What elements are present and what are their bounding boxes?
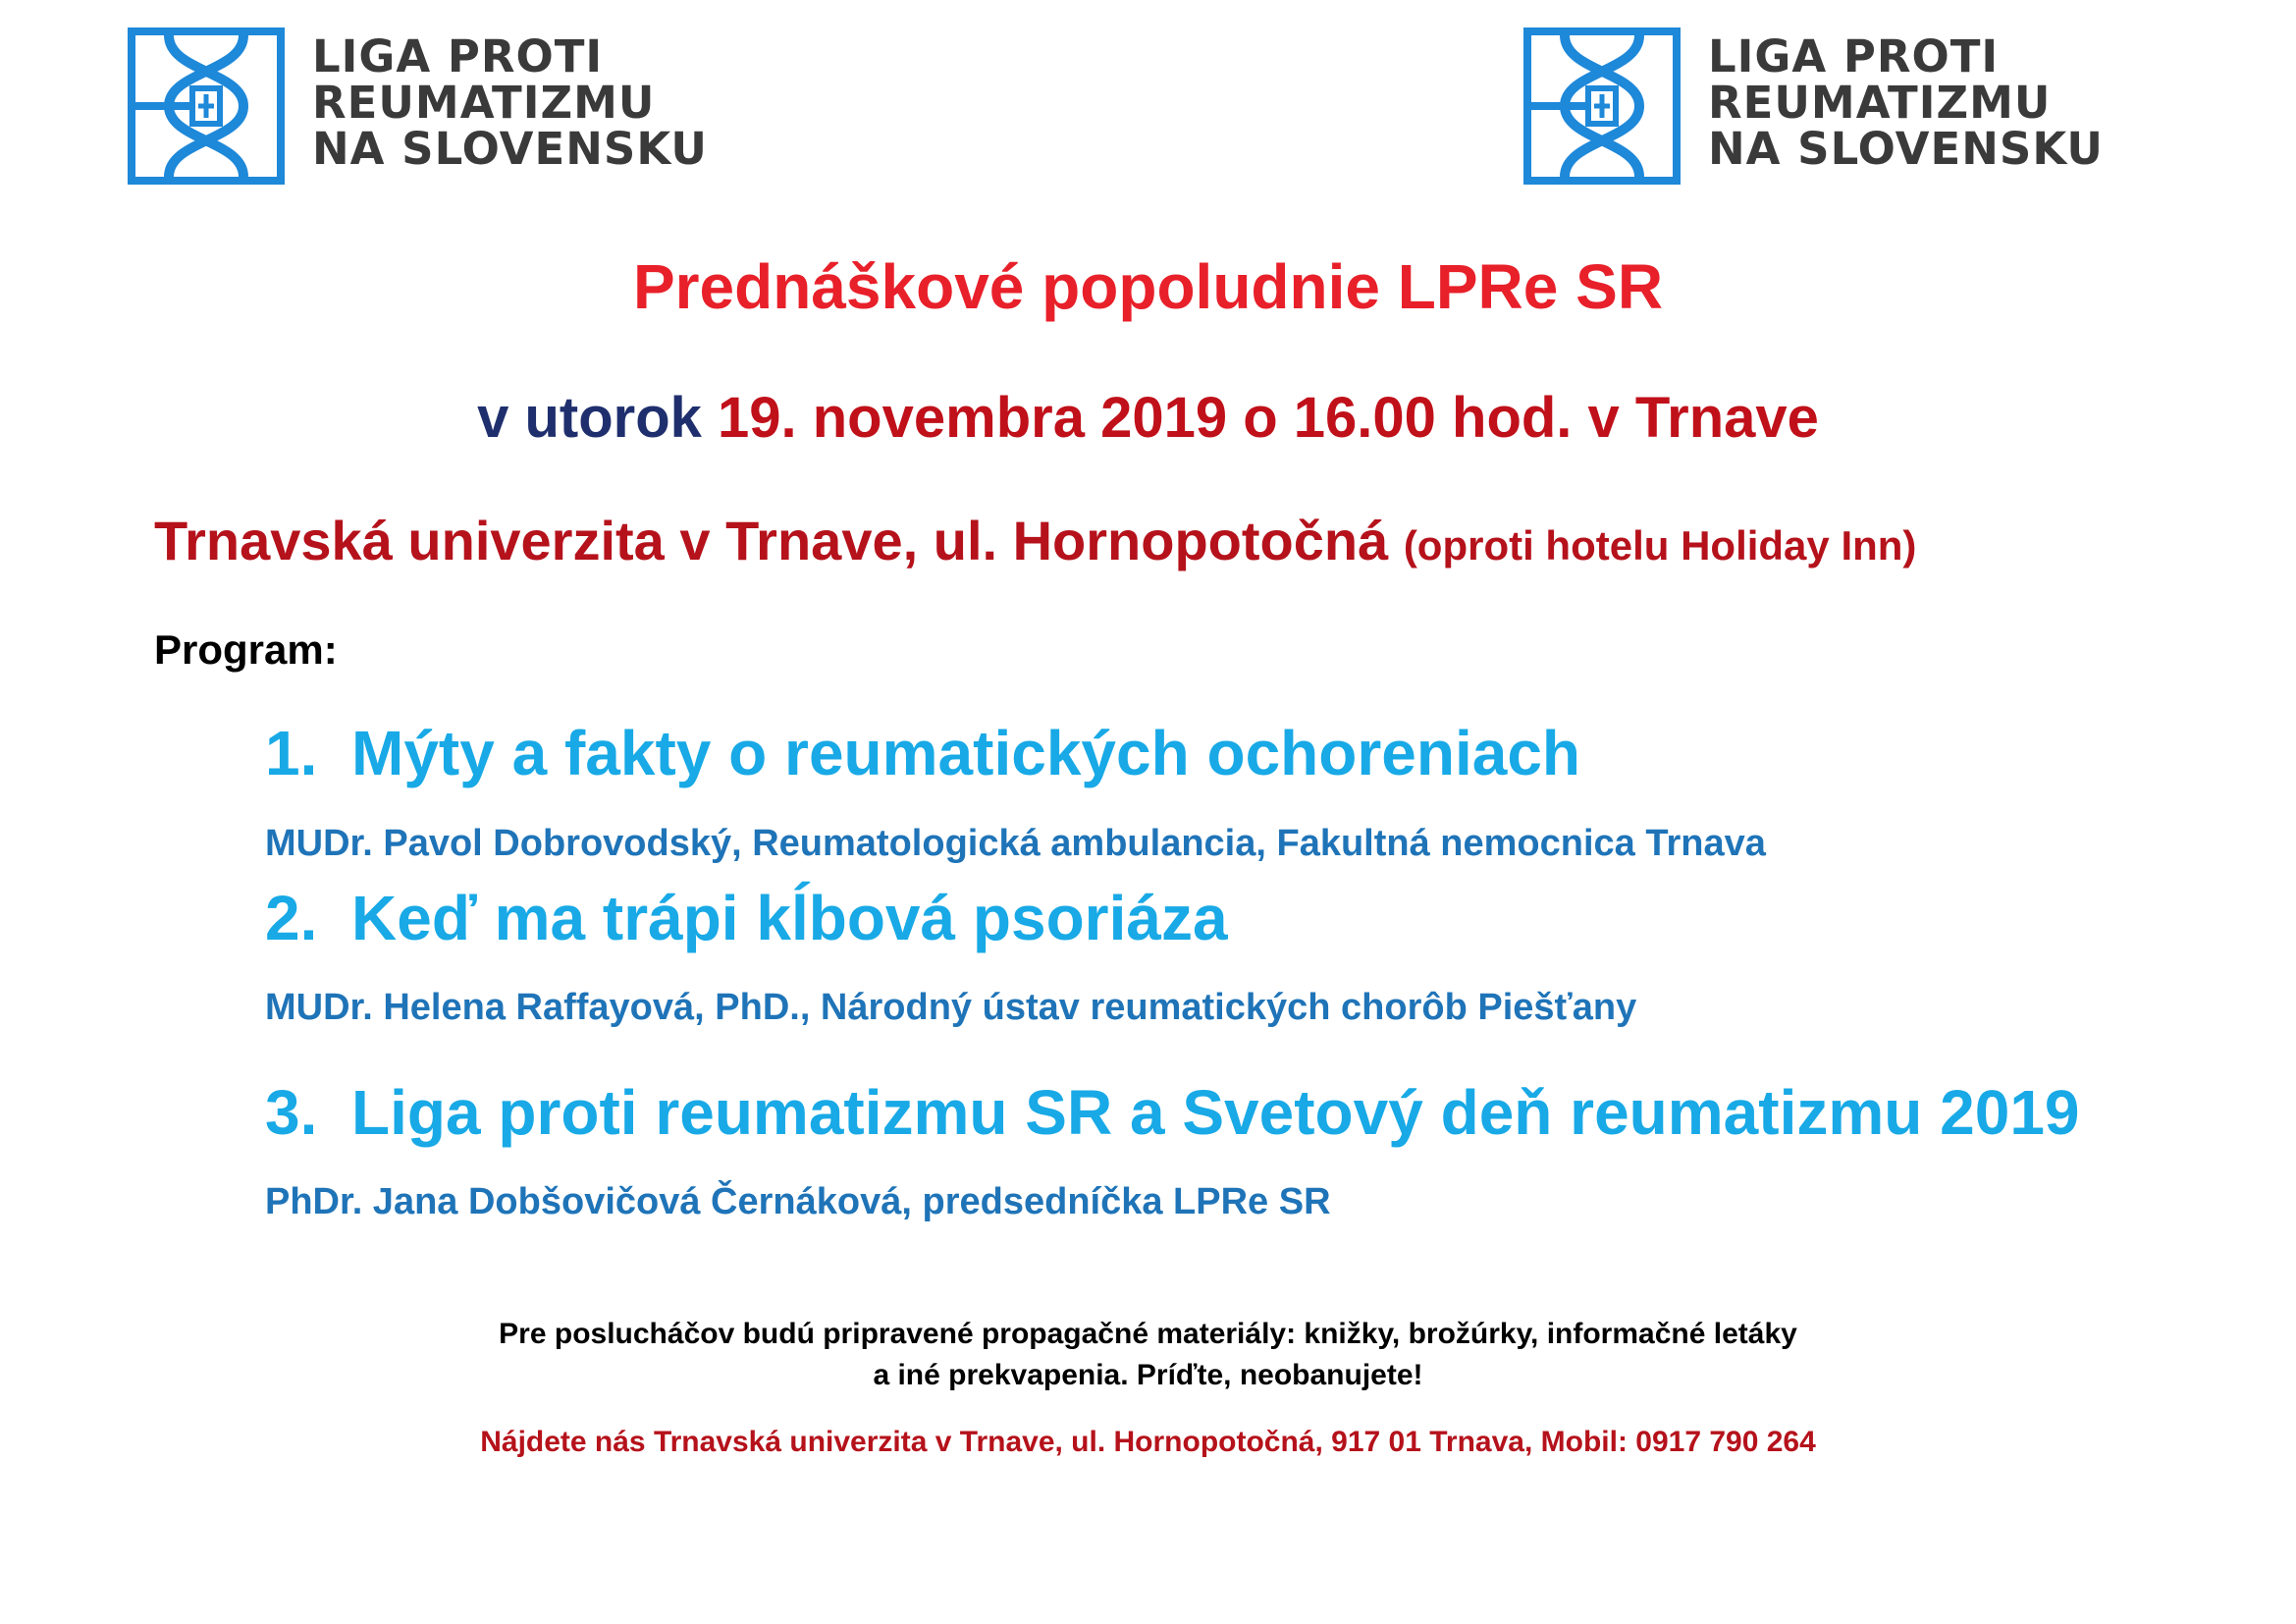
footer-materials: Pre poslucháčov budú pripravené propagačné materiály: knižky, brožúrky, informačné letáky: [499, 1318, 1797, 1350]
footer-contact: Nájdete nás Trnavská univerzita v Trnave, ul. Hornopotočná, 917 01 Trnava, Mobil: 0917 790 264: [480, 1426, 1816, 1458]
logo-line: LIGA PROTI: [1708, 30, 2000, 82]
program-item-number: 3.: [265, 1077, 318, 1148]
program-item-1-speaker: MUDr. Pavol Dobrovodský, Reumatologická ambulancia, Fakultná nemocnica Trnava: [265, 823, 1766, 864]
logo-right: [1523, 27, 2104, 185]
program-label: Program:: [154, 626, 338, 673]
program-item-number: 2.: [265, 883, 318, 953]
program-item-title: Liga proti reumatizmu SR a Svetový deň reumatizmu 2019: [351, 1077, 2080, 1148]
venue-note: (oproti hotelu Holiday Inn): [1403, 522, 1917, 568]
logo-text: [312, 30, 708, 175]
program-item-3-speaker: PhDr. Jana Dobšovičová Černáková, predsedníčka LPRe SR: [265, 1181, 1331, 1222]
date-prefix: v utorok: [477, 386, 702, 450]
program-item-2-speaker: MUDr. Helena Raffayová, PhD., Národný ústav reumatických chorôb Piešťany: [265, 987, 1637, 1028]
logo-left: [128, 27, 708, 185]
venue-main: Trnavská univerzita v Trnave, ul. Hornopotočná: [154, 510, 1389, 571]
program-item-number: 1.: [265, 718, 318, 788]
event-date: [0, 385, 2296, 451]
logo-line: REUMATIZMU: [312, 77, 656, 129]
logo-line: NA SLOVENSKU: [1708, 123, 2104, 175]
program-item-title: Keď ma trápi kĺbová psoriáza: [351, 883, 1228, 953]
program-item-title: Mýty a fakty o reumatických ochoreniach: [351, 718, 1580, 788]
venue: [154, 509, 1916, 572]
program-item-3-title: [265, 1076, 2080, 1149]
logo-line: LIGA PROTI: [312, 30, 604, 82]
page-title: Prednáškové popoludnie LPRe SR: [632, 251, 1664, 322]
program-item-2-title: [265, 882, 1228, 954]
date-details: 19. novembra 2019 o 16.00 hod. v Trnave: [718, 386, 1819, 450]
footer-surprise: a iné prekvapenia. Príďte, neobanujete!: [873, 1359, 1423, 1391]
program-item-1-title: [265, 717, 1580, 789]
logo-line: NA SLOVENSKU: [312, 123, 708, 175]
liga-logo-icon: [1523, 27, 1681, 185]
logo-line: REUMATIZMU: [1708, 77, 2052, 129]
logo-text: [1708, 30, 2104, 175]
liga-logo-icon: [128, 27, 285, 185]
